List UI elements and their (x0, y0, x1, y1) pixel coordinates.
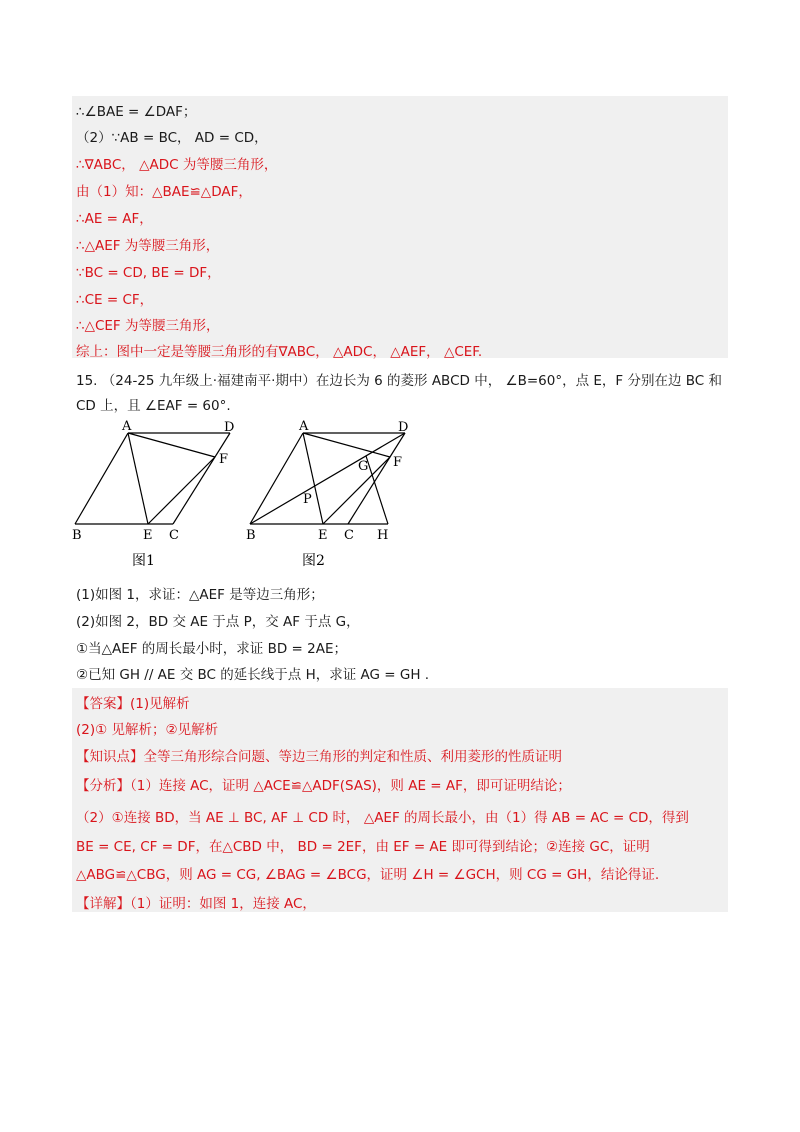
solution-line: （2）∵AB = BC， AD = CD， (76, 130, 268, 146)
question-2: (2)如图 2，BD 交 AE 于点 P，交 AF 于点 G， (76, 614, 360, 630)
analysis-line: （2）①连接 BD，当 AE ⊥ BC, AF ⊥ CD 时， △AEF 的周长最小，由（1）得 AB = AC = CD，得到 (76, 810, 689, 826)
figure-2 (250, 433, 405, 524)
solution-line: ∴∠BAE = ∠DAF； (76, 104, 197, 120)
solution-line: ∴△AEF 为等腰三角形， (76, 238, 220, 254)
answer-line: 【答案】(1)见解析 (76, 696, 190, 712)
fig2-label-g: G (358, 459, 369, 474)
question-2-part-1: ①当△AEF 的周长最小时，求证 BD = 2AE； (76, 641, 348, 657)
fig2-label-h: H (377, 528, 389, 543)
fig2-label-b: B (246, 528, 256, 543)
fig2-label-a: A (299, 420, 309, 434)
knowledge-points: 【知识点】全等三角形综合问题、等边三角形的判定和性质、利用菱形的性质证明 (76, 749, 562, 765)
geometry-figures (70, 420, 430, 570)
figure-1 (75, 433, 230, 524)
solution-line: ∴△CEF 为等腰三角形， (76, 318, 220, 334)
fig2-caption: 图2 (302, 553, 325, 569)
solution-summary: 综上：图中一定是等腰三角形的有∇ABC， △ADC， △AEF， △CEF. (76, 344, 483, 360)
fig2-label-p: P (303, 492, 312, 507)
detail-line: 【详解】（1）证明：如图 1，连接 AC， (76, 896, 316, 912)
question-2-part-2: ②已知 GH // AE 交 BC 的延长线于点 H，求证 AG = GH . (76, 667, 430, 683)
fig2-label-f: F (393, 455, 403, 470)
analysis-line: △ABG≌△CBG，则 AG = CG, ∠BAG = ∠BCG，证明 ∠H = ∠GCH，则 CG = GH，结论得证. (76, 867, 660, 883)
problem-stem: 15. （24-25 九年级上·福建南平·期中）在边长为 6 的菱形 ABCD 中， ∠B=60°，点 E，F 分别在边 BC 和 (76, 373, 723, 389)
fig1-label-a: A (122, 420, 132, 434)
solution-line: ∵BC = CD, BE = DF， (76, 265, 221, 281)
solution-line: ∴∇ABC， △ADC 为等腰三角形， (76, 157, 278, 173)
solution-line: ∴CE = CF， (76, 292, 154, 308)
fig1-caption: 图1 (132, 553, 155, 569)
fig1-label-d: D (224, 420, 235, 435)
question-1: (1)如图 1，求证：△AEF 是等边三角形； (76, 587, 324, 603)
fig1-label-c: C (169, 528, 179, 543)
fig2-label-d: D (398, 420, 409, 435)
fig1-label-e: E (143, 528, 153, 543)
analysis-line: 【分析】（1）连接 AC，证明 △ACE≌△ADF(SAS)，则 AE = AF，即可证明结论； (76, 778, 571, 794)
solution-line: ∴AE = AF， (76, 211, 153, 227)
fig2-label-e: E (318, 528, 328, 543)
answer-line: (2)① 见解析；②见解析 (76, 722, 219, 738)
fig1-label-f: F (219, 452, 229, 467)
problem-stem: CD 上，且 ∠EAF = 60°. (76, 398, 231, 414)
solution-line: 由（1）知：△BAE≌△DAF， (76, 184, 252, 200)
fig1-label-b: B (72, 528, 82, 543)
fig2-label-c: C (344, 528, 354, 543)
analysis-line: BE = CE, CF = DF，在△CBD 中， BD = 2EF，由 EF = AE 即可得到结论；②连接 GC，证明 (76, 839, 650, 855)
